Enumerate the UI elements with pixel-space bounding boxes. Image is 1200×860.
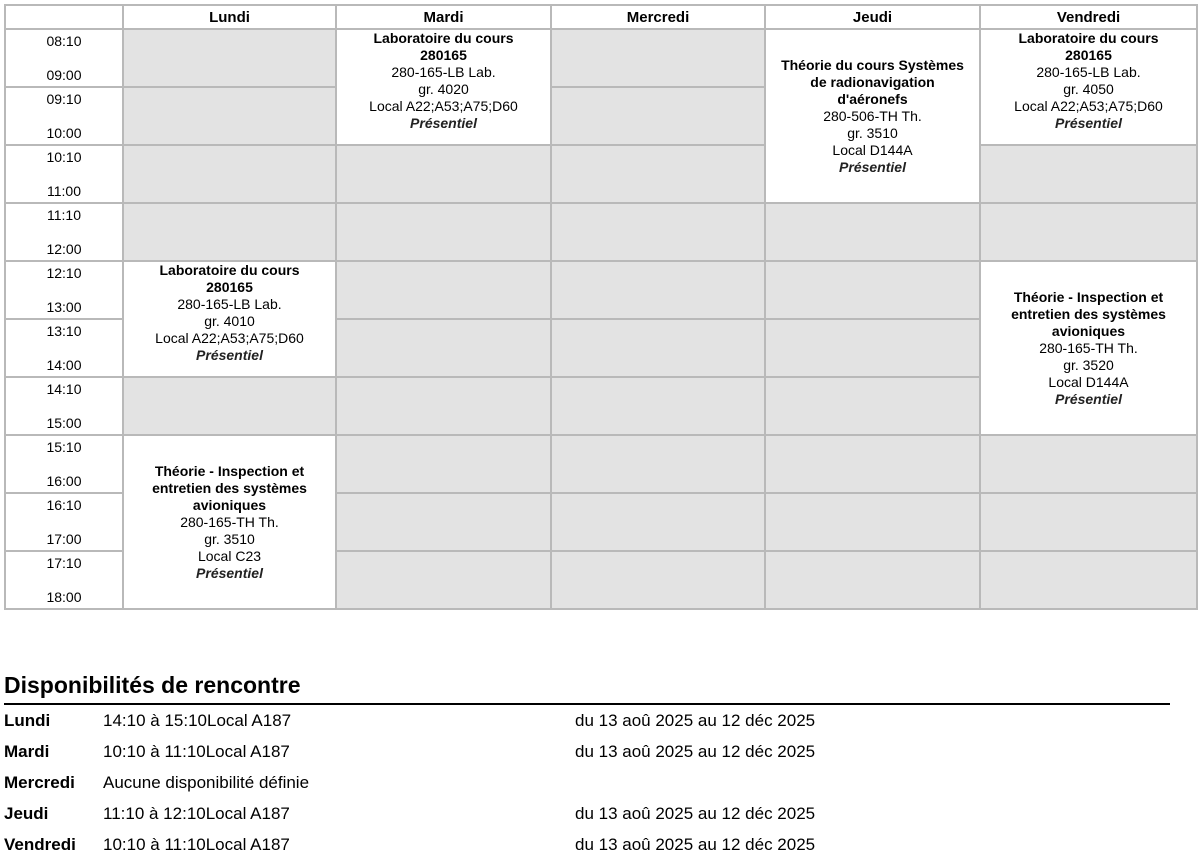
empty-slot	[551, 377, 765, 435]
empty-slot	[336, 203, 551, 261]
course-title-line: entretien des systèmes	[1011, 305, 1166, 322]
course-block-vendredi-theorie[interactable]	[980, 261, 1197, 435]
course-mode: Présentiel	[410, 115, 477, 131]
time-start: 12:10	[46, 265, 82, 281]
availability-day: Jeudi	[4, 804, 49, 823]
time-slot	[5, 29, 123, 87]
empty-slot	[123, 29, 336, 87]
availability-day: Lundi	[4, 711, 51, 730]
availability-row	[4, 798, 1170, 829]
empty-slot	[765, 493, 980, 551]
empty-slot	[551, 493, 765, 551]
time-end: 12:00	[46, 241, 82, 257]
course-detail-line: Local A22;A53;A75;D60	[369, 98, 518, 114]
time-end: 17:00	[46, 531, 82, 547]
time-start: 13:10	[46, 323, 82, 339]
course-title-line: 280165	[420, 47, 467, 63]
empty-slot	[765, 551, 980, 609]
empty-slot	[980, 435, 1197, 493]
availability-slot: 10:10 à 11:10Local A187	[103, 742, 290, 761]
empty-slot	[980, 551, 1197, 609]
time-start: 15:10	[46, 439, 82, 455]
course-mode: Présentiel	[196, 564, 263, 581]
course-detail-line: 280-165-LB Lab.	[1036, 64, 1141, 80]
time-slot	[5, 145, 123, 203]
empty-slot	[551, 145, 765, 203]
course-block-lundi-theorie[interactable]	[123, 435, 336, 609]
availability-day: Mardi	[4, 742, 50, 761]
empty-slot	[551, 435, 765, 493]
course-detail-line: gr. 4050	[1063, 81, 1114, 97]
empty-slot	[551, 261, 765, 319]
time-slot	[5, 377, 123, 435]
course-mode: Présentiel	[1055, 390, 1122, 407]
empty-slot	[765, 377, 980, 435]
availability-range: du 13 aoû 2025 au 12 déc 2025	[575, 711, 816, 730]
time-row	[5, 29, 1197, 87]
time-end: 14:00	[46, 357, 82, 373]
empty-slot	[123, 377, 336, 435]
course-detail-line: gr. 3510	[204, 530, 255, 547]
empty-slot	[123, 145, 336, 203]
meeting-availability-section	[4, 672, 1170, 860]
course-detail-line: 280-165-LB Lab.	[177, 296, 282, 312]
availability-row	[4, 829, 1170, 860]
course-detail-line: 280-165-TH Th.	[1039, 339, 1138, 356]
time-end: 18:00	[46, 589, 82, 605]
course-title-line: 280165	[1065, 47, 1112, 63]
time-start: 10:10	[46, 149, 82, 165]
empty-slot	[123, 203, 336, 261]
course-mode: Présentiel	[196, 347, 263, 363]
course-detail-line: Local A22;A53;A75;D60	[1014, 98, 1163, 114]
availability-range: du 13 aoû 2025 au 12 déc 2025	[575, 742, 816, 761]
availability-row	[4, 705, 1170, 736]
availability-row	[4, 767, 1170, 798]
empty-slot	[551, 319, 765, 377]
time-row	[5, 261, 1197, 319]
weekly-timetable	[4, 4, 1198, 610]
availability-title: Disponibilités de rencontre	[4, 672, 1170, 705]
course-detail-line: gr. 4010	[204, 313, 255, 329]
empty-slot	[336, 551, 551, 609]
course-detail-line: Local C23	[197, 547, 262, 564]
course-detail-line: gr. 4020	[418, 81, 469, 97]
availability-day: Mercredi	[4, 773, 75, 792]
time-end: 10:00	[46, 125, 82, 141]
course-title-line: Laboratoire du cours	[159, 262, 300, 278]
empty-slot	[336, 435, 551, 493]
empty-slot	[765, 261, 980, 319]
empty-slot	[765, 319, 980, 377]
time-slot	[5, 261, 123, 319]
course-title-line: 280165	[206, 279, 253, 295]
empty-slot	[765, 435, 980, 493]
course-block-vendredi-lab[interactable]	[980, 29, 1197, 145]
course-detail-line: Local D144A	[1048, 373, 1129, 390]
empty-slot	[336, 319, 551, 377]
availability-range: du 13 aoû 2025 au 12 déc 2025	[575, 804, 816, 823]
empty-slot	[551, 29, 765, 87]
course-detail-line: gr. 3510	[847, 124, 898, 141]
availability-range: du 13 aoû 2025 au 12 déc 2025	[575, 835, 816, 854]
course-block-mardi-lab[interactable]	[336, 29, 551, 145]
empty-slot	[551, 87, 765, 145]
day-header-lundi: Lundi	[123, 5, 336, 29]
empty-slot	[765, 203, 980, 261]
time-row	[5, 145, 1197, 203]
course-detail-line: gr. 3520	[1063, 356, 1114, 373]
day-header-mardi: Mardi	[336, 5, 551, 29]
course-title-line: de radionavigation	[810, 73, 935, 90]
empty-slot	[336, 377, 551, 435]
time-start: 11:10	[47, 207, 81, 223]
course-title-line: d'aéronefs	[837, 90, 908, 107]
time-slot	[5, 87, 123, 145]
time-slot	[5, 551, 123, 609]
time-end: 09:00	[46, 67, 82, 83]
time-row	[5, 203, 1197, 261]
course-title-line: Laboratoire du cours	[1018, 30, 1159, 46]
course-title-line: entretien des systèmes	[152, 479, 307, 496]
course-detail-line: 280-165-TH Th.	[180, 513, 279, 530]
empty-slot	[336, 261, 551, 319]
time-start: 09:10	[46, 91, 82, 107]
time-row	[5, 435, 1197, 493]
time-slot	[5, 493, 123, 551]
empty-slot	[980, 145, 1197, 203]
course-title-line: Théorie du cours Systèmes	[781, 56, 964, 73]
course-title-line: avioniques	[192, 496, 267, 513]
course-block-jeudi-theorie[interactable]	[765, 29, 980, 203]
availability-day: Vendredi	[4, 835, 76, 854]
availability-slot: 10:10 à 11:10Local A187	[103, 835, 290, 854]
course-detail-line: Local A22;A53;A75;D60	[155, 330, 304, 346]
day-header-mercredi: Mercredi	[551, 5, 765, 29]
empty-slot	[123, 87, 336, 145]
empty-slot	[551, 203, 765, 261]
time-start: 08:10	[46, 33, 82, 49]
time-end: 15:00	[46, 415, 82, 431]
time-slot	[5, 203, 123, 261]
day-header-jeudi: Jeudi	[765, 5, 980, 29]
time-start: 14:10	[46, 381, 82, 397]
course-detail-line: Local D144A	[832, 141, 913, 158]
empty-slot	[336, 145, 551, 203]
time-end: 11:00	[47, 183, 81, 199]
empty-slot	[980, 203, 1197, 261]
empty-slot	[980, 493, 1197, 551]
availability-slot: Aucune disponibilité définie	[103, 773, 310, 792]
empty-slot	[551, 551, 765, 609]
course-detail-line: 280-506-TH Th.	[823, 107, 922, 124]
availability-slot: 11:10 à 12:10Local A187	[103, 804, 290, 823]
course-mode: Présentiel	[839, 158, 906, 175]
time-slot	[5, 319, 123, 377]
time-start: 17:10	[46, 555, 82, 571]
time-start: 16:10	[46, 497, 82, 513]
time-end: 13:00	[46, 299, 82, 315]
time-column-header	[5, 5, 123, 29]
course-mode: Présentiel	[1055, 115, 1122, 131]
availability-slot: 14:10 à 15:10Local A187	[103, 711, 292, 730]
time-slot	[5, 435, 123, 493]
course-detail-line: 280-165-LB Lab.	[391, 64, 496, 80]
course-title-line: Théorie - Inspection et	[1013, 288, 1164, 305]
course-title-line: Théorie - Inspection et	[154, 462, 305, 479]
course-title-line: avioniques	[1051, 322, 1126, 339]
course-title-line: Laboratoire du cours	[373, 30, 514, 46]
availability-row	[4, 736, 1170, 767]
timetable-header-row	[5, 5, 1197, 29]
empty-slot	[336, 493, 551, 551]
day-header-vendredi: Vendredi	[980, 5, 1197, 29]
time-end: 16:00	[46, 473, 82, 489]
course-block-lundi-lab[interactable]	[123, 261, 336, 377]
